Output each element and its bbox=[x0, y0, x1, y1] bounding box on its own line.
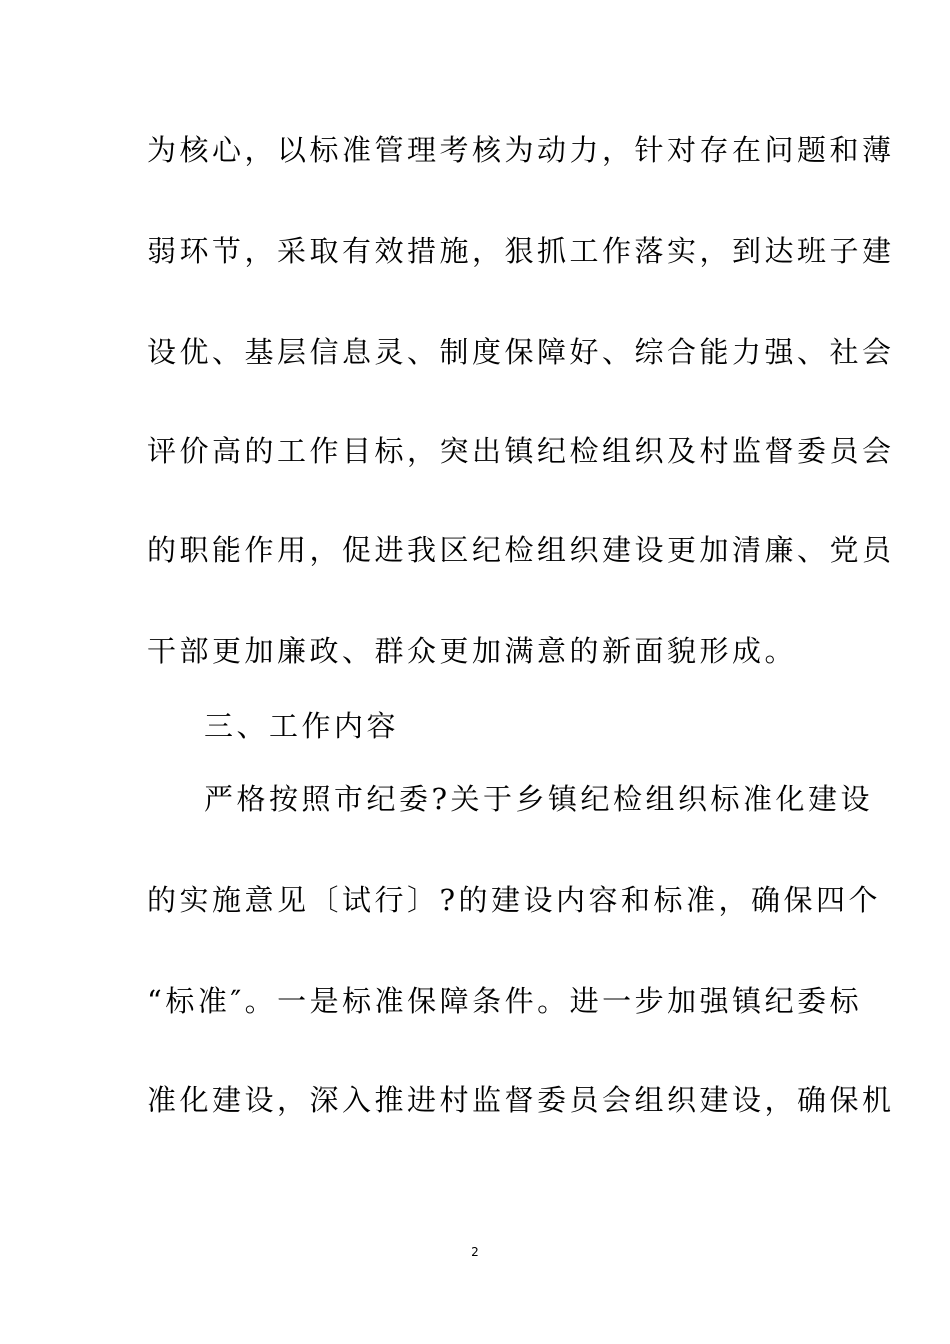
paragraph-line: 设优、基层信息灵、制度保障好、综合能力强、社会 bbox=[147, 335, 895, 369]
paragraph-line: 的职能作用，促进我区纪检组织建设更加清廉、党员 bbox=[147, 533, 895, 567]
paragraph-line: 为核心，以标准管理考核为动力，针对存在问题和薄 bbox=[147, 133, 895, 167]
paragraph-line: “标准″。一是标准保障条件。进一步加强镇纪委标 bbox=[147, 984, 863, 1018]
paragraph-line: 严格按照市纪委?关于乡镇纪检组织标准化建设 bbox=[204, 782, 874, 816]
paragraph-line: 的实施意见〔试行〕?的建设内容和标准，确保四个 bbox=[147, 883, 882, 917]
page-number: 2 bbox=[471, 1245, 479, 1259]
section-heading: 三、工作内容 bbox=[204, 709, 400, 743]
paragraph-line: 干部更加廉政、群众更加满意的新面貌形成。 bbox=[147, 634, 798, 668]
paragraph-line: 评价高的工作目标，突出镇纪检组织及村监督委员会 bbox=[147, 434, 895, 468]
paragraph-line: 弱环节，采取有效措施，狠抓工作落实，到达班子建 bbox=[147, 234, 895, 268]
paragraph-line: 准化建设，深入推进村监督委员会组织建设，确保机 bbox=[147, 1083, 895, 1117]
